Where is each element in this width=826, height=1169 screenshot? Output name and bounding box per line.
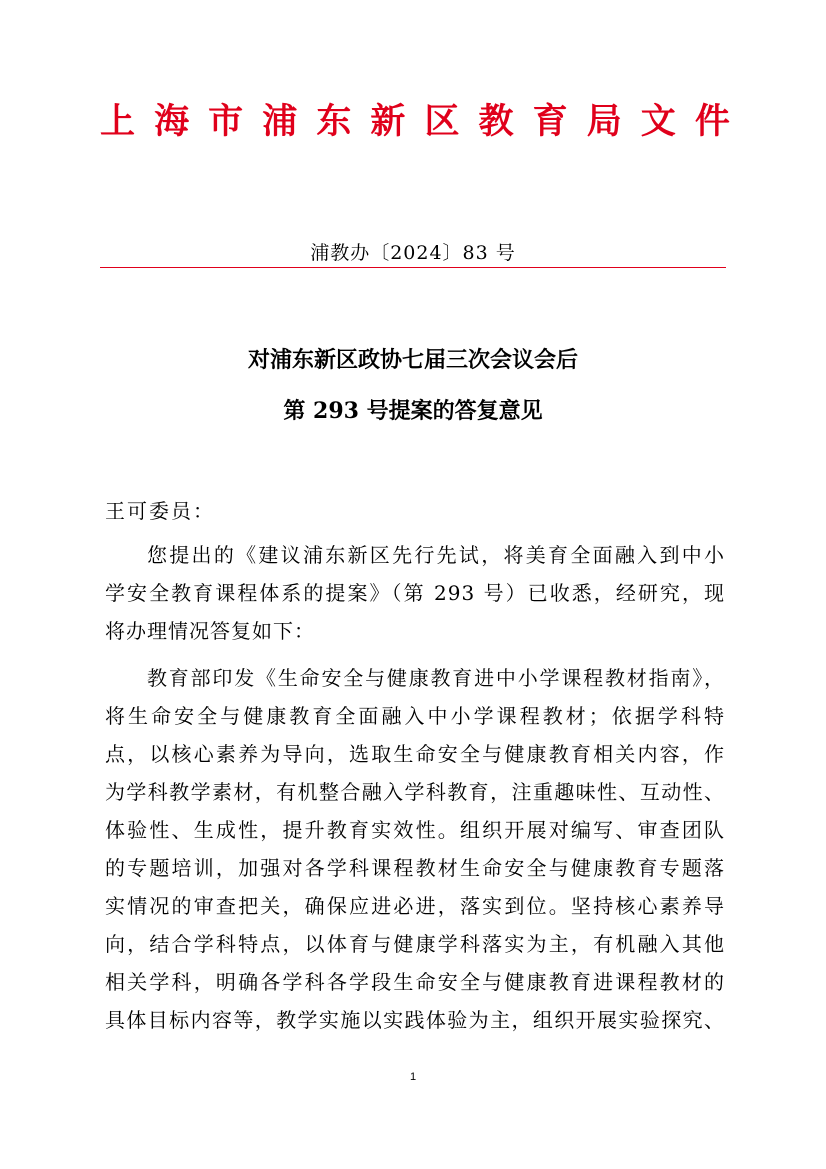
paragraph-line: 学安全教育课程体系的提案》（第 293 号）已收悉，经研究，现 — [105, 581, 725, 605]
document-number: 浦教办〔2024〕83 号 — [310, 242, 516, 264]
org-title-char: 件 — [694, 101, 730, 142]
salutation: 王可委员： — [105, 499, 215, 523]
paragraph-2 — [105, 659, 725, 1039]
org-title-char: 教 — [478, 101, 514, 142]
org-title-char: 市 — [208, 101, 244, 142]
paragraph-line: 将生命安全与健康教育全面融入中小学课程教材；依据学科特 — [105, 704, 725, 728]
org-title-char: 浦 — [262, 101, 298, 142]
paragraph-line: 为学科教学素材，有机整合融入学科教育，注重趣味性、互动性、 — [105, 780, 725, 804]
paragraph-line: 教育部印发《生命安全与健康教育进中小学课程教材指南》， — [147, 666, 725, 690]
org-title-char: 海 — [154, 101, 190, 142]
paragraph-line: 实情况的审查把关，确保应进必进，落实到位。坚持核心素养导 — [105, 894, 725, 918]
paragraph-line: 向，结合学科特点，以体育与健康学科落实为主，有机融入其他 — [105, 932, 725, 956]
paragraph-line: 将办理情况答复如下： — [105, 619, 315, 643]
org-title-char: 局 — [586, 101, 622, 142]
issuing-authority-title — [100, 96, 730, 148]
page-number: 1 — [409, 1071, 417, 1083]
paragraph-line: 的专题培训，加强对各学科课程教材生命安全与健康教育专题落 — [105, 856, 725, 880]
org-title-char: 上 — [100, 101, 136, 142]
paragraph-line: 相关学科，明确各学科各学段生命安全与健康教育进课程教材的 — [105, 970, 725, 994]
org-title-char: 育 — [532, 101, 568, 142]
paragraph-line: 点，以核心素养为导向，选取生命安全与健康教育相关内容，作 — [105, 742, 725, 766]
paragraph-line: 体验性、生成性，提升教育实效性。组织开展对编写、审查团队 — [105, 818, 725, 842]
org-title-char: 文 — [640, 101, 676, 142]
paragraph-line: 您提出的《建议浦东新区先行先试，将美育全面融入到中小 — [147, 543, 725, 567]
org-title-char: 新 — [370, 101, 406, 142]
document-title-line-2: 第 293 号提案的答复意见 — [283, 398, 543, 424]
paragraph-line: 具体目标内容等，教学实施以实践体验为主，组织开展实验探究、 — [105, 1008, 725, 1032]
document-title-line-1: 对浦东新区政协七届三次会议会后 — [247, 347, 578, 373]
header-divider-line — [100, 267, 726, 268]
paragraph-1 — [105, 536, 725, 650]
org-title-char: 东 — [316, 101, 352, 142]
org-title-char: 区 — [424, 101, 460, 142]
